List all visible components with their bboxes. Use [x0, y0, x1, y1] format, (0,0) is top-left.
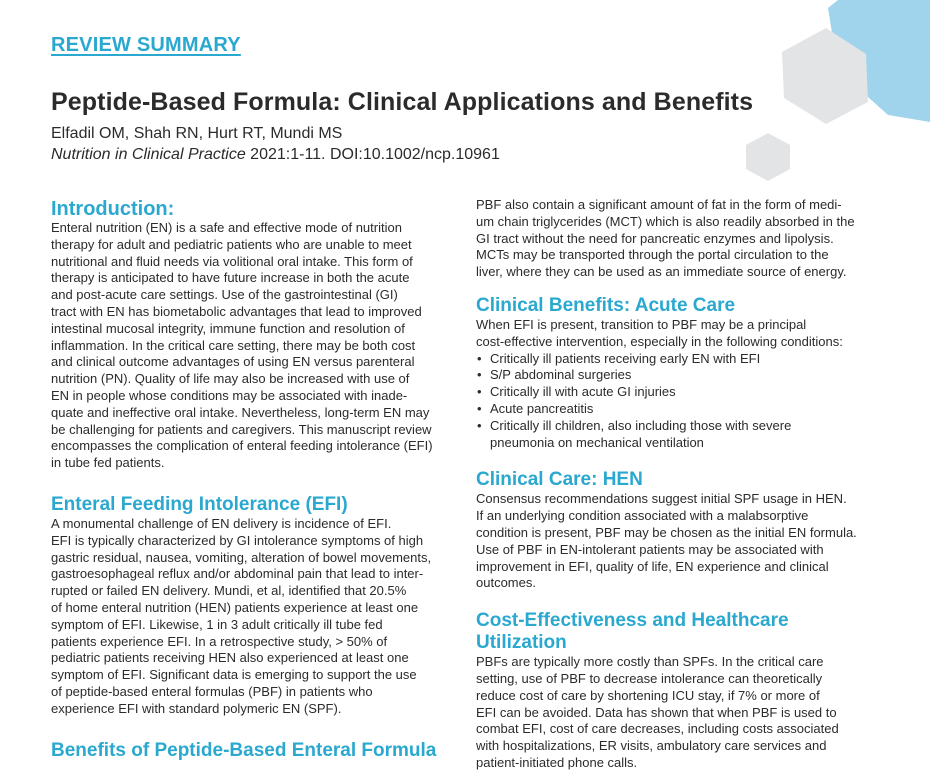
list-item: • Critically ill with acute GI injuries	[476, 384, 871, 401]
text-line: therapy for adult and pediatric patients who are unable to meet	[51, 236, 412, 252]
list-item: • Acute pancreatitis	[476, 401, 871, 418]
left-column	[51, 198, 446, 762]
pbf-mct-paragraph	[476, 197, 871, 281]
text-line: Consensus recommendations suggest initial SPF usage in HEN.	[476, 491, 847, 507]
text-line: quate and ineffective oral intake. Nevertheless, long-term EN may	[51, 404, 430, 420]
list-item-text: Critically ill children, also including those with severe	[490, 417, 792, 433]
journal-name: Nutrition in Clinical Practice	[51, 146, 246, 163]
text-line: nutrition (PN). Quality of life may also be increased with use of	[51, 371, 410, 387]
text-line: be challenging for patients and caregivers. This manuscript review	[51, 421, 432, 437]
text-line: Use of PBF in EN-intolerant patients may be associated with	[476, 541, 824, 557]
text-line: condition is present, PBF may be chosen as the initial EN formula.	[476, 524, 857, 540]
text-line: tract with EN has biometabolic advantages that lead to improved	[51, 303, 422, 319]
section-heading-benefits-pbf: Benefits of Peptide-Based Enteral Formula	[51, 739, 437, 761]
text-line: with hospitalizations, ER visits, ambulatory care services and	[476, 738, 827, 754]
text-line: experience EFI with standard polymeric EN (SPF).	[51, 700, 342, 716]
efi-paragraph	[51, 516, 446, 718]
cost-paragraph	[476, 654, 871, 772]
list-item: • Critically ill patients receiving early EN with EFI	[476, 351, 871, 368]
text-line: setting, use of PBF to decrease intolerance can theoretically	[476, 670, 823, 686]
acute-care-conditions-list	[476, 351, 871, 452]
text-line: patients experience EFI. In a retrospective study, > 50% of	[51, 633, 388, 649]
text-line: reduce cost of care by shortening ICU stay, if 7% or more of	[476, 687, 820, 703]
text-line: EFI is typically characterized by GI intolerance symptoms of high	[51, 532, 424, 548]
decorative-hexagon-grey-small	[742, 131, 794, 183]
text-line: EN in people whose conditions may be associated with inade-	[51, 387, 408, 403]
article-title: Peptide-Based Formula: Clinical Applications and Benefits	[51, 88, 754, 116]
text-line: cost-effective intervention, especially in the following conditions:	[476, 333, 843, 349]
text-line: A monumental challenge of EN delivery is incidence of EFI.	[51, 515, 392, 531]
right-column	[476, 197, 871, 772]
text-line: encompasses the complication of enteral feeding intolerance (EFI)	[51, 438, 433, 454]
text-line: of peptide-based enteral formulas (PBF) in patients who	[51, 683, 373, 699]
introduction-paragraph	[51, 220, 446, 472]
text-line: If an underlying condition associated with a malabsorptive	[476, 508, 809, 524]
hen-paragraph	[476, 491, 871, 592]
section-heading-hen: Clinical Care: HEN	[476, 469, 643, 491]
text-line: and post-acute care settings. Use of the gastrointestinal (GI)	[51, 287, 398, 303]
article-authors: Elfadil OM, Shah RN, Hurt RT, Mundi MS	[51, 125, 343, 142]
text-line: EFI can be avoided. Data has shown that when PBF is used to	[476, 704, 837, 720]
text-line: gastroesophageal reflux and/or abdominal pain that lead to inter-	[51, 566, 424, 582]
text-line: nutritional and fluid needs via volitional oral intake. This form of	[51, 253, 413, 269]
text-line: combat EFI, cost of care decreases, including costs associated	[476, 721, 839, 737]
text-line: PBF also contain a significant amount of fat in the form of medi-	[476, 197, 842, 212]
text-line: PBFs are typically more costly than SPFs. In the critical care	[476, 654, 824, 670]
list-item	[476, 418, 871, 452]
article-citation	[51, 146, 500, 164]
text-line: symptom of EFI. Significant data is emerging to support the use	[51, 667, 417, 683]
text-line: gastric residual, nausea, vomiting, alteration of bowel movements,	[51, 549, 432, 565]
acute-care-paragraph	[476, 317, 871, 351]
decorative-hexagon-grey-large	[774, 24, 874, 124]
text-line: intestinal mucosal integrity, immune function and resolution of	[51, 320, 405, 336]
text-line: liver, where they can be used as an immediate source of energy.	[476, 264, 847, 280]
text-line: improvement in EFI, quality of life, EN experience and clinical	[476, 558, 829, 574]
list-item-continuation: pneumonia on mechanical ventilation	[490, 434, 704, 450]
text-line: therapy is anticipated to have future increase in both the acute	[51, 270, 410, 286]
text-line: MCTs may be transported through the portal circulation to the	[476, 247, 829, 263]
text-line: and clinical outcome advantages of using EN versus parenteral	[51, 354, 415, 370]
text-line: um chain triglycerides (MCT) which is also readily absorbed in the	[476, 213, 855, 229]
text-line: symptom of EFI. Likewise, 1 in 3 adult critically ill tube fed	[51, 616, 383, 632]
text-line: pediatric patients receiving HEN also experienced at least one	[51, 650, 409, 666]
section-heading-cost-effectiveness: Cost-Effectiveness and Healthcare Utilization	[476, 610, 789, 654]
section-heading-introduction: Introduction:	[51, 198, 175, 220]
citation-details: 2021:1-11. DOI:10.1002/ncp.10961	[245, 146, 500, 163]
list-item: • S/P abdominal surgeries	[476, 367, 871, 384]
text-line: of home enteral nutrition (HEN) patients experience at least one	[51, 599, 419, 615]
text-line: in tube fed patients.	[51, 455, 165, 471]
section-heading-efi: Enteral Feeding Intolerance (EFI)	[51, 493, 348, 515]
text-line: outcomes.	[476, 575, 536, 591]
text-line: patient-initiated phone calls.	[476, 754, 638, 770]
review-summary-label: REVIEW SUMMARY	[51, 34, 241, 56]
text-line: When EFI is present, transition to PBF may be a principal	[476, 316, 807, 332]
text-line: rupted or failed EN delivery. Mundi, et al, identified that 20.5%	[51, 583, 407, 599]
section-heading-acute-care: Clinical Benefits: Acute Care	[476, 294, 736, 316]
text-line: GI tract without the need for pancreatic enzymes and lipolysis.	[476, 230, 834, 246]
text-line: inflammation. In the critical care setting, there may be both cost	[51, 337, 416, 353]
text-line: Enteral nutrition (EN) is a safe and effective mode of nutrition	[51, 220, 402, 235]
